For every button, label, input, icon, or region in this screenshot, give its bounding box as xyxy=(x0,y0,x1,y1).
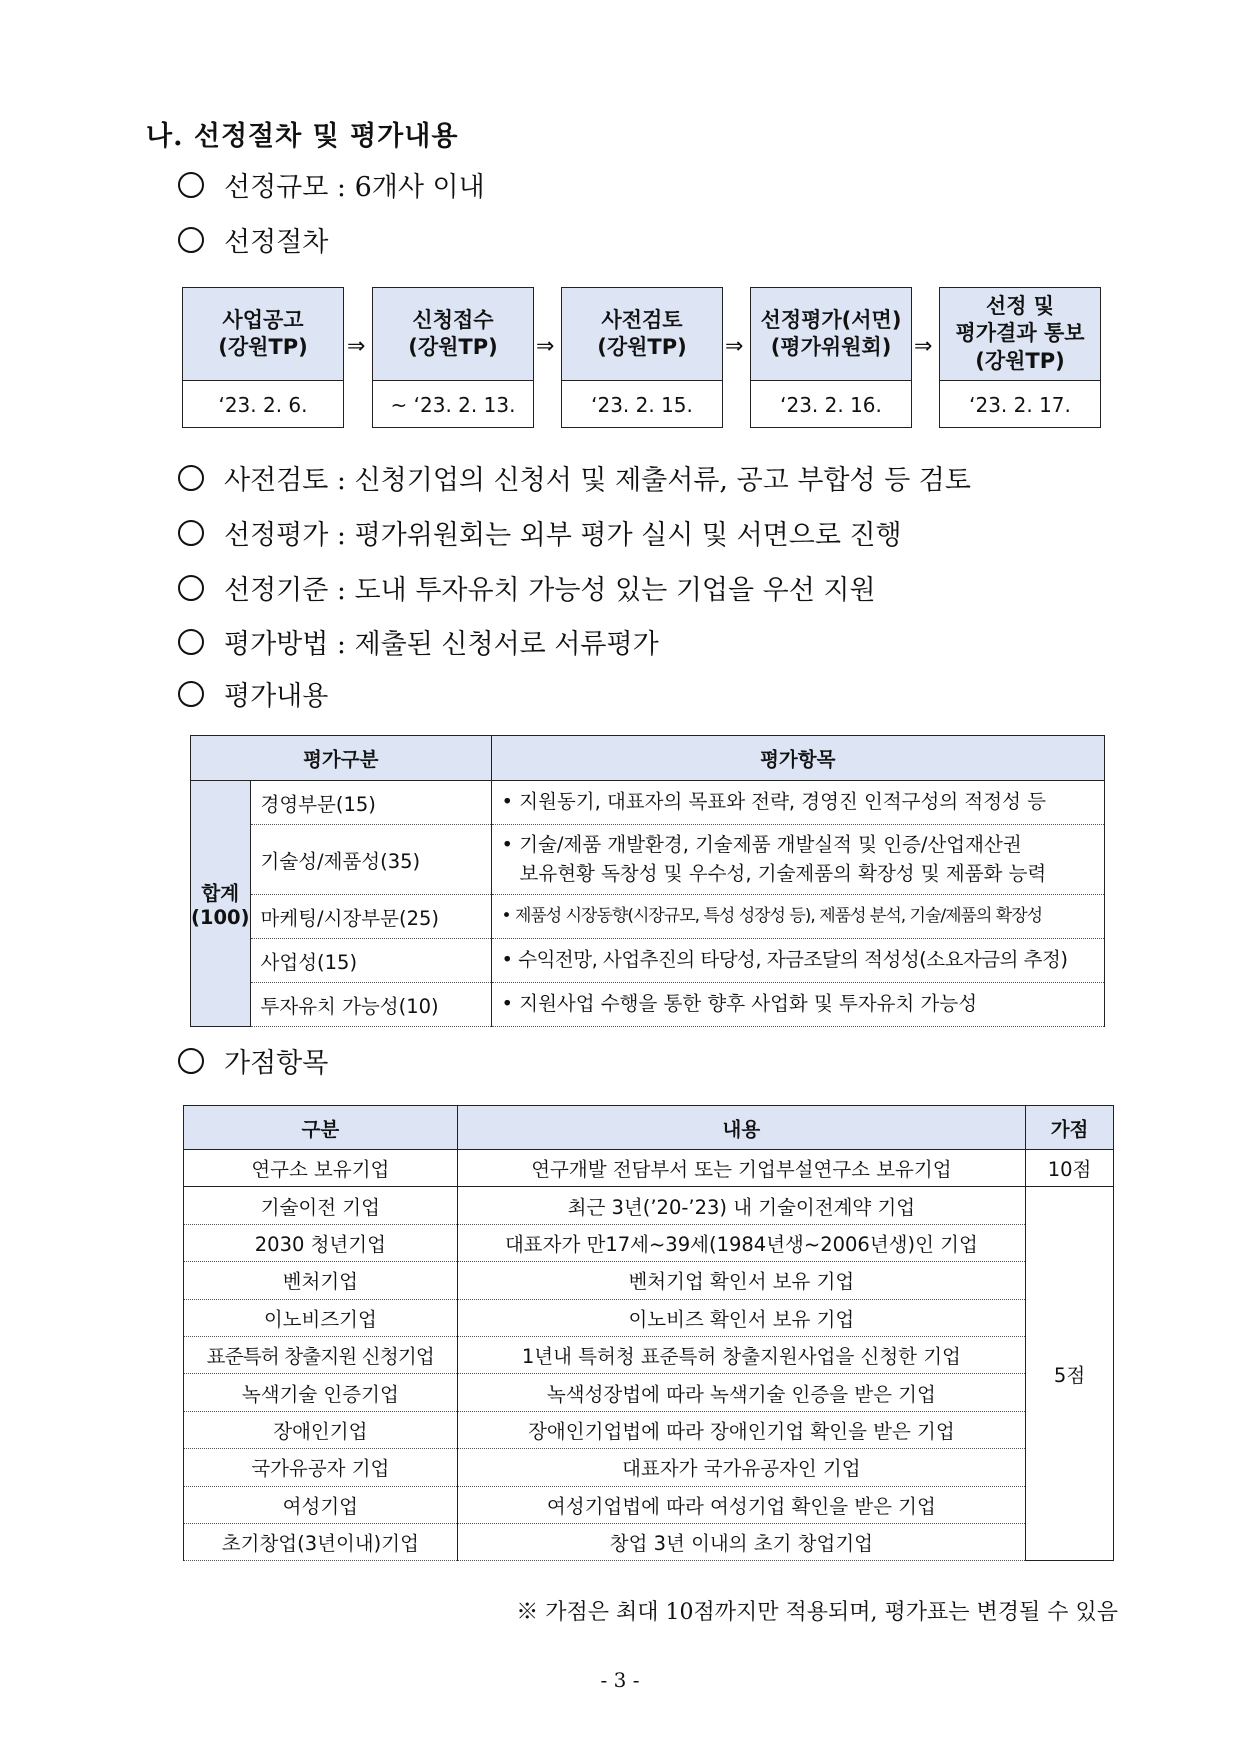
flow-step-line: (강원TP) xyxy=(218,335,308,359)
table-row xyxy=(191,983,1105,1027)
type-cell: 녹색기술 인증기업 xyxy=(184,1374,458,1411)
table-row xyxy=(184,1411,1114,1448)
table-row xyxy=(191,939,1105,983)
bullet-text: 선정절차 xyxy=(224,227,329,258)
total-label: 합계 xyxy=(201,882,240,905)
circle-bullet-icon xyxy=(178,520,204,546)
flow-step-2 xyxy=(372,287,534,428)
points-cell: 10점 xyxy=(1026,1150,1114,1187)
bullet-evaluation-method xyxy=(178,622,659,661)
type-cell: 이노비즈기업 xyxy=(184,1299,458,1336)
table-row xyxy=(184,1486,1114,1523)
circle-bullet-icon xyxy=(178,681,204,707)
flow-arrow-icon: ⇒ xyxy=(536,334,555,359)
flow-step-title xyxy=(183,288,343,381)
bullet-text: 선정기준 : 도내 투자유치 가능성 있는 기업을 우선 지원 xyxy=(224,575,876,606)
type-cell: 표준특허 창출지원 신청기업 xyxy=(184,1336,458,1373)
content-cell: 대표자가 만17세~39세(1984년생~2006년생)인 기업 xyxy=(457,1224,1025,1261)
section-title: 나. 선정절차 및 평가내용 xyxy=(146,121,459,152)
type-cell: 2030 청년기업 xyxy=(184,1224,458,1261)
bullet-text: 선정평가 : 평가위원회는 외부 평가 실시 및 서면으로 진행 xyxy=(224,520,902,551)
flow-step-line: 신청접수 xyxy=(412,307,494,332)
bullet-selection-scale xyxy=(178,165,485,204)
type-cell: 연구소 보유기업 xyxy=(184,1150,458,1187)
flow-step-line: (평가위원회) xyxy=(770,335,892,359)
content-cell: 1년내 특허청 표준특허 창출지원사업을 신청한 기업 xyxy=(457,1336,1025,1373)
bullet-text: 평가내용 xyxy=(224,681,329,712)
table-row xyxy=(184,1299,1114,1336)
content-cell: 이노비즈 확인서 보유 기업 xyxy=(457,1299,1025,1336)
type-cell: 초기창업(3년이내)기업 xyxy=(184,1523,458,1560)
table-row xyxy=(191,781,1105,825)
category-cell: 경영부문(15) xyxy=(250,781,491,825)
content-cell: 장애인기업법에 따라 장애인기업 확인을 받은 기업 xyxy=(457,1411,1025,1448)
flow-step-title xyxy=(562,288,722,381)
evaluation-table xyxy=(190,735,1105,1027)
circle-bullet-icon xyxy=(178,575,204,601)
circle-bullet-icon xyxy=(178,227,204,253)
table-row xyxy=(184,1262,1114,1299)
table-row xyxy=(191,895,1105,939)
category-cell: 투자유치 가능성(10) xyxy=(250,983,491,1027)
flow-step-line: 평가결과 통보 xyxy=(955,321,1085,346)
circle-bullet-icon xyxy=(178,465,204,491)
flow-step-date: ~ ‘23. 2. 13. xyxy=(390,392,516,417)
header-category: 평가구분 xyxy=(191,736,492,781)
header-items: 평가항목 xyxy=(491,736,1104,781)
table-row xyxy=(184,1150,1114,1187)
item-line: • 기술/제품 개발환경, 기술제품 개발실적 및 인증/산업재산권 xyxy=(501,833,1022,857)
flow-step-line: 사전검토 xyxy=(601,307,683,332)
flow-step-title xyxy=(373,288,533,381)
category-cell: 사업성(15) xyxy=(250,939,491,983)
flow-step-1 xyxy=(182,287,344,428)
table-row xyxy=(191,825,1105,895)
flow-step-line: 선정 및 xyxy=(985,294,1055,319)
table-header-row xyxy=(184,1106,1114,1150)
bullet-text: 평가방법 : 제출된 신청서로 서류평가 xyxy=(224,629,659,660)
flow-step-title xyxy=(940,288,1100,381)
content-cell: 연구개발 전담부서 또는 기업부설연구소 보유기업 xyxy=(457,1150,1025,1187)
header-type: 구분 xyxy=(184,1106,458,1150)
content-cell: 벤처기업 확인서 보유 기업 xyxy=(457,1262,1025,1299)
circle-bullet-icon xyxy=(178,172,204,198)
flow-step-5 xyxy=(939,287,1101,428)
item-cell xyxy=(491,825,1104,895)
table-row xyxy=(184,1449,1114,1486)
item-cell: • 지원사업 수행을 통한 향후 사업화 및 투자유치 가능성 xyxy=(491,983,1104,1027)
flow-step-line: (강원TP) xyxy=(597,335,687,359)
category-cell: 마케팅/시장부문(25) xyxy=(250,895,491,939)
circle-bullet-icon xyxy=(178,1048,204,1074)
bullet-bonus-items xyxy=(178,1041,328,1080)
flow-step-4 xyxy=(750,287,912,428)
flow-step-title xyxy=(751,288,911,381)
table-row xyxy=(184,1187,1114,1224)
table-row xyxy=(184,1224,1114,1261)
content-cell: 최근 3년(’20-’23) 내 기술이전계약 기업 xyxy=(457,1187,1025,1224)
type-cell: 국가유공자 기업 xyxy=(184,1449,458,1486)
bullet-text: 가점항목 xyxy=(224,1048,329,1079)
page-number: - 3 - xyxy=(600,1668,640,1692)
bullet-selection-procedure xyxy=(178,220,328,259)
flow-arrow-icon: ⇒ xyxy=(347,334,366,359)
type-cell: 벤처기업 xyxy=(184,1262,458,1299)
item-line: 보유현황 독창성 및 우수성, 기술제품의 확장성 및 제품화 능력 xyxy=(519,861,1047,885)
category-cell: 기술성/제품성(35) xyxy=(250,825,491,895)
content-cell: 창업 3년 이내의 초기 창업기업 xyxy=(457,1523,1025,1560)
content-cell: 대표자가 국가유공자인 기업 xyxy=(457,1449,1025,1486)
circle-bullet-icon xyxy=(178,629,204,655)
table-row xyxy=(184,1336,1114,1373)
bullet-text: 사전검토 : 신청기업의 신청서 및 제출서류, 공고 부합성 등 검토 xyxy=(224,465,971,496)
flow-step-date: ‘23. 2. 15. xyxy=(591,392,693,417)
flow-step-date: ‘23. 2. 17. xyxy=(969,392,1071,417)
flow-step-3 xyxy=(561,287,723,428)
bullet-selection-evaluation xyxy=(178,513,902,552)
type-cell: 기술이전 기업 xyxy=(184,1187,458,1224)
flow-arrow-icon: ⇒ xyxy=(914,334,933,359)
header-content: 내용 xyxy=(457,1106,1025,1150)
table-header-row xyxy=(191,736,1105,781)
type-cell: 여성기업 xyxy=(184,1486,458,1523)
item-cell: • 제품성 시장동향(시장규모, 특성 성장성 등), 제품성 분석, 기술/제품의 확장성 xyxy=(491,895,1104,939)
table-row xyxy=(184,1374,1114,1411)
flow-step-line: (강원TP) xyxy=(975,348,1065,373)
content-cell: 여성기업법에 따라 여성기업 확인을 받은 기업 xyxy=(457,1486,1025,1523)
flow-step-line: 선정평가(서면) xyxy=(760,307,902,332)
total-score: (100) xyxy=(191,906,250,929)
flow-step-line: 사업공고 xyxy=(222,307,304,332)
flow-step-date: ‘23. 2. 6. xyxy=(218,392,308,417)
bullet-selection-criteria xyxy=(178,568,876,607)
points-cell: 5점 xyxy=(1026,1187,1114,1561)
bullet-text: 선정규모 : 6개사 이내 xyxy=(224,172,485,203)
flow-arrow-icon: ⇒ xyxy=(725,334,744,359)
header-points: 가점 xyxy=(1026,1106,1114,1150)
bullet-evaluation-content xyxy=(178,674,328,713)
content-cell: 녹색성장법에 따라 녹색기술 인증을 받은 기업 xyxy=(457,1374,1025,1411)
bonus-table xyxy=(183,1105,1114,1561)
total-cell xyxy=(191,781,251,1027)
flow-step-date: ‘23. 2. 16. xyxy=(780,392,882,417)
item-cell: • 수익전망, 사업추진의 타당성, 자금조달의 적성성(소요자금의 추정) xyxy=(491,939,1104,983)
table-row xyxy=(184,1523,1114,1560)
footnote: ※ 가점은 최대 10점까지만 적용되며, 평가표는 변경될 수 있음 xyxy=(516,1600,1118,1625)
flow-step-line: (강원TP) xyxy=(408,335,498,359)
item-cell: • 지원동기, 대표자의 목표와 전략, 경영진 인적구성의 적정성 등 xyxy=(491,781,1104,825)
bullet-pre-review xyxy=(178,458,971,497)
type-cell: 장애인기업 xyxy=(184,1411,458,1448)
